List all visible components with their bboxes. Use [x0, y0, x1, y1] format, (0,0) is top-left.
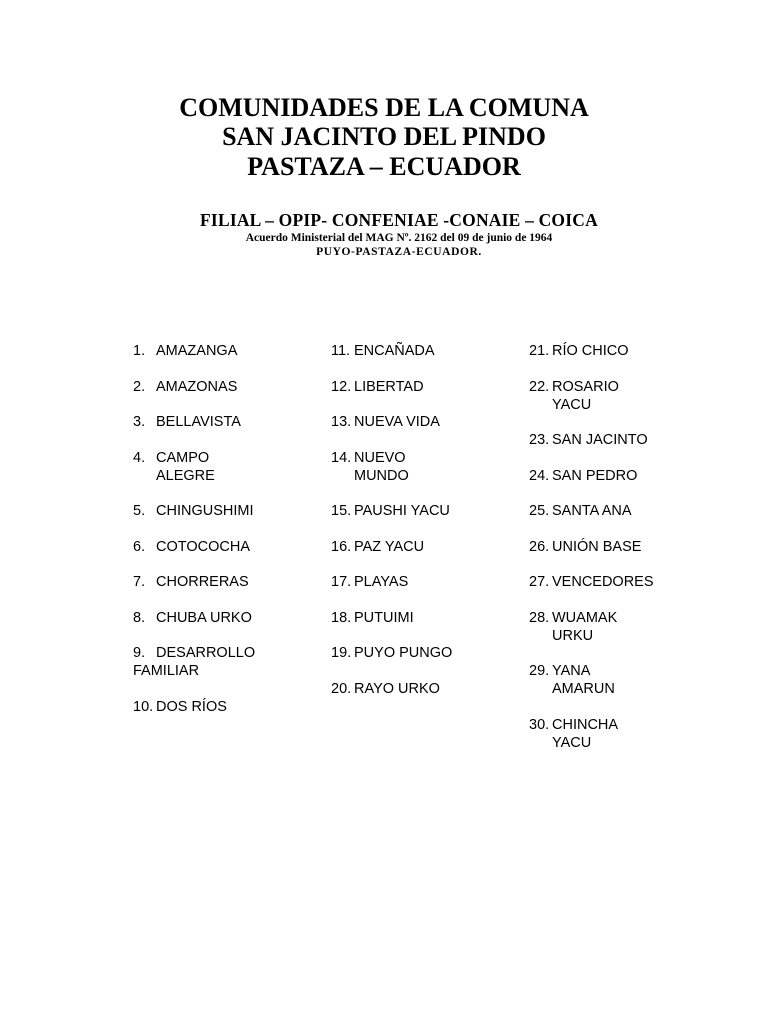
list-item: [529, 538, 699, 556]
list-item-number: 17.: [331, 574, 352, 590]
community-column-2: [331, 342, 501, 715]
list-item-number: 24.: [529, 467, 550, 484]
list-item: [331, 538, 501, 556]
community-name: CHUBA URKO: [156, 609, 252, 626]
list-item-number: 23.: [529, 432, 550, 448]
list-item: [133, 502, 303, 520]
community-name: AMAZONAS: [156, 378, 238, 395]
title-line-1: COMUNIDADES DE LA COMUNA: [179, 93, 589, 122]
community-name: NUEVA VIDA: [354, 414, 440, 430]
list-item-number: 3.: [133, 414, 146, 430]
community-name: ENCAÑADA: [354, 343, 435, 359]
list-item-number: 12.: [331, 378, 352, 395]
list-item: [529, 609, 629, 645]
list-item-number: 13.: [331, 414, 352, 430]
list-item-number: 11.: [331, 343, 351, 359]
list-item: [529, 378, 629, 414]
community-name: COTOCOCHA: [156, 538, 250, 555]
list-item-number: 7.: [133, 574, 146, 590]
community-name: PAZ YACU: [354, 538, 425, 555]
list-item: [133, 698, 303, 716]
list-item-number: 29.: [529, 663, 550, 679]
list-item: [133, 413, 303, 431]
community-name: DOS RÍOS: [156, 698, 227, 715]
location-line: PUYO-PASTAZA-ECUADOR.: [316, 246, 482, 258]
list-item: [529, 573, 699, 591]
list-item: [529, 716, 629, 752]
list-item: [529, 502, 699, 520]
title-line-2: SAN JACINTO DEL PINDO: [222, 122, 546, 151]
list-item-number: 5.: [133, 503, 146, 519]
community-name: CHINGUSHIMI: [156, 503, 254, 519]
community-name: SANTA ANA: [552, 503, 632, 519]
community-column-3: [529, 342, 699, 769]
list-item-number: 1.: [133, 343, 146, 359]
community-name: WUAMAK URKU: [552, 609, 618, 644]
list-item-number: 19.: [331, 645, 352, 661]
community-name: RÍO CHICO: [552, 343, 629, 359]
community-name: CHINCHA YACU: [552, 716, 618, 751]
list-item-number: 27.: [529, 574, 550, 590]
community-name: SAN PEDRO: [552, 467, 638, 484]
list-item: [133, 609, 303, 627]
list-item: [331, 502, 501, 520]
list-item: [133, 378, 303, 396]
list-item: [529, 467, 699, 485]
list-item-number: 25.: [529, 503, 550, 519]
list-item-number: 14.: [331, 449, 352, 466]
list-item-number: 26.: [529, 538, 550, 555]
list-item-number: 6.: [133, 538, 146, 555]
list-item: [529, 662, 629, 698]
community-name: BELLAVISTA: [156, 414, 241, 430]
list-item: [133, 538, 303, 556]
community-name: PUYO PUNGO: [354, 645, 453, 661]
list-item-number: 16.: [331, 538, 352, 555]
list-item-number: 15.: [331, 503, 352, 519]
list-item: [529, 431, 699, 449]
title-line-3: PASTAZA – ECUADOR: [247, 152, 521, 181]
community-name: DESARROLLO FAMILIAR: [133, 645, 256, 679]
community-name: ROSARIO YACU: [552, 378, 619, 413]
community-name: UNIÓN BASE: [552, 538, 642, 555]
community-name: NUEVO MUNDO: [354, 449, 409, 484]
filial-heading: FILIAL – OPIP- CONFENIAE -CONAIE – COICA: [200, 210, 598, 230]
list-item: [133, 342, 303, 360]
list-item: [331, 680, 501, 698]
community-column-1: [133, 342, 303, 733]
community-name: YANA AMARUN: [552, 663, 615, 697]
community-name: VENCEDORES: [552, 574, 654, 590]
list-item: [133, 573, 303, 591]
list-item: [331, 644, 501, 662]
community-name: CAMPO ALEGRE: [156, 449, 215, 484]
community-name: PUTUIMI: [354, 609, 414, 626]
list-item: [331, 449, 421, 485]
community-name: AMAZANGA: [156, 343, 238, 359]
list-item: [133, 449, 233, 485]
list-item: [331, 413, 501, 431]
list-item: [331, 342, 501, 360]
community-name: RAYO URKO: [354, 680, 440, 697]
list-item: [331, 573, 501, 591]
list-item: [133, 644, 273, 680]
list-item-number: 2.: [133, 378, 146, 395]
list-item-number: 18.: [331, 609, 352, 626]
list-item-number: 8.: [133, 609, 146, 626]
list-item: [331, 378, 501, 396]
list-item-number: 21.: [529, 343, 550, 359]
community-name: PLAYAS: [354, 574, 409, 590]
list-item-number: 30.: [529, 716, 550, 733]
community-name: PAUSHI YACU: [354, 503, 450, 519]
list-item: [529, 342, 699, 360]
list-item: [331, 609, 501, 627]
community-name: CHORRERAS: [156, 574, 249, 590]
community-name: [133, 644, 273, 680]
list-item-number: 9.: [133, 645, 146, 661]
list-item-number: 20.: [331, 680, 352, 697]
list-item-number: 10.: [133, 698, 154, 715]
community-name: LIBERTAD: [354, 378, 424, 395]
community-name: SAN JACINTO: [552, 432, 648, 448]
list-item-number: 28.: [529, 609, 550, 626]
list-item-number: 22.: [529, 378, 550, 395]
acuerdo-line: Acuerdo Ministerial del MAG Nº. 2162 del 09 de junio de 1964: [245, 232, 553, 244]
list-item-number: 4.: [133, 449, 146, 466]
